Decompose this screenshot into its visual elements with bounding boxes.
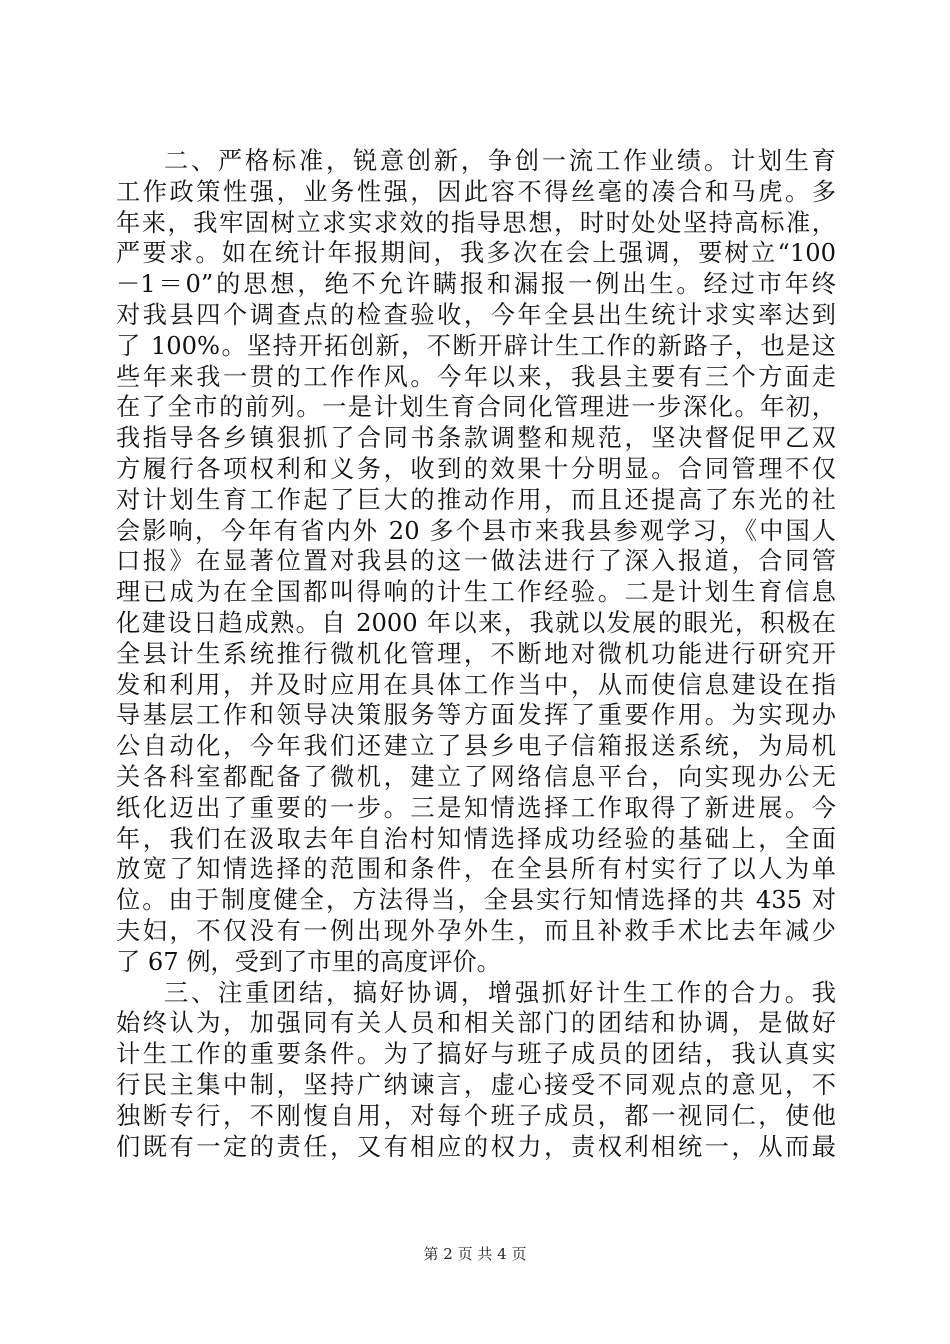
text-line: 们既有一定的责任，又有相应的权力，责权利相统一，从而最	[116, 1132, 836, 1161]
text-line: 位。由于制度健全，方法得当，全县实行知情选择的共 435 对	[116, 886, 836, 915]
text-line: 了 67 例，受到了市里的高度评价。	[116, 947, 501, 976]
text-line: 化建设日趋成熟。自 2000 年以来，我就以发展的眼光，积极在	[116, 608, 836, 637]
text-line: 始终认为，加强同有关人员和相关部门的团结和协调，是做好	[116, 1009, 836, 1038]
text-line: 行民主集中制，坚持广纳谏言，虚心接受不同观点的意见，不	[116, 1070, 836, 1099]
text-line: 发和利用，并及时应用在具体工作当中，从而使信息建设在指	[116, 670, 836, 699]
text-line: 关各科室都配备了微机，建立了网络信息平台，向实现办公无	[116, 762, 836, 791]
text-line: 口报》在显著位置对我县的这一做法进行了深入报道，合同管	[116, 547, 836, 576]
paragraph-unity	[116, 978, 836, 1163]
text-line: 了 100%。坚持开拓创新，不断开辟计生工作的新路子，也是这	[116, 331, 836, 360]
text-line: 纸化迈出了重要的一步。三是知情选择工作取得了新进展。今	[116, 793, 836, 822]
text-line: 我指导各乡镇狠抓了合同书条款调整和规范，坚决督促甲乙双	[116, 424, 836, 453]
document-body	[116, 146, 836, 1162]
page-number-label: 第 2 页 共 4 页	[423, 1245, 527, 1263]
text-line: 公自动化，今年我们还建立了县乡电子信箱报送系统，为局机	[116, 732, 836, 761]
text-line: 对计划生育工作起了巨大的推动作用，而且还提高了东光的社	[116, 485, 836, 514]
text-line: 夫妇，不仅没有一例出现外孕外生，而且补救手术比去年减少	[116, 916, 836, 945]
text-line: 工作政策性强，业务性强，因此容不得丝毫的凑合和马虎。多	[116, 177, 836, 206]
text-line: 方履行各项权利和义务，收到的效果十分明显。合同管理不仅	[116, 454, 836, 483]
text-line: 会影响，今年有省内外 20 多个县市来我县参观学习，《中国人	[116, 516, 836, 545]
text-line: 导基层工作和领导决策服务等方面发挥了重要作用。为实现办	[116, 701, 836, 730]
text-line: 三、注重团结，搞好协调，增强抓好计生工作的合力。我	[164, 978, 836, 1007]
text-line: 在了全市的前列。一是计划生育合同化管理进一步深化。年初，	[116, 393, 836, 422]
text-line: 些年来我一贯的工作作风。今年以来，我县主要有三个方面走	[116, 362, 836, 391]
text-line: 年，我们在汲取去年自治村知情选择成功经验的基础上，全面	[116, 824, 836, 853]
text-line: 全县计生系统推行微机化管理，不断地对微机功能进行研究开	[116, 639, 836, 668]
text-line: 严要求。如在统计年报期间，我多次在会上强调，要树立“100	[116, 239, 836, 268]
page-footer	[0, 1244, 950, 1264]
text-line: 理已成为在全国都叫得响的计生工作经验。二是计划生育信息	[116, 578, 836, 607]
text-line: 二、严格标准，锐意创新，争创一流工作业绩。计划生育	[164, 147, 836, 175]
text-line: 计生工作的重要条件。为了搞好与班子成员的团结，我认真实	[116, 1040, 836, 1069]
text-line: 年来，我牢固树立求实求效的指导思想，时时处处坚持高标准，	[116, 208, 836, 237]
text-line: －1＝0”的思想，绝不允许瞒报和漏报一例出生。经过市年终	[116, 270, 836, 299]
text-line: 对我县四个调查点的检查验收，今年全县出生统计求实率达到	[116, 300, 836, 329]
text-line: 独断专行，不刚愎自用，对每个班子成员，都一视同仁，使他	[116, 1101, 836, 1130]
paragraph-standards	[116, 146, 836, 978]
text-line: 放宽了知情选择的范围和条件，在全县所有村实行了以人为单	[116, 855, 836, 884]
